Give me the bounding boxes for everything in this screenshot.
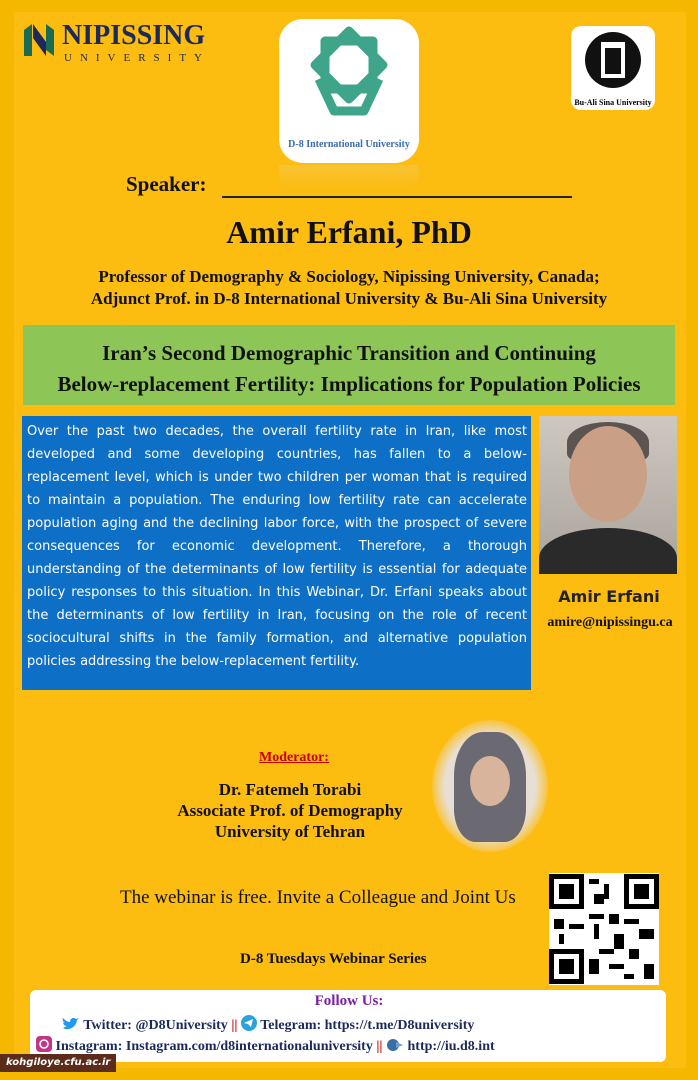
logo-reflection <box>279 165 419 189</box>
moderator-photo <box>432 720 548 852</box>
social-row-2 <box>36 1036 495 1055</box>
web-icon <box>386 1038 404 1052</box>
instagram-icon <box>36 1036 52 1052</box>
speaker-title-line2: Adjunct Prof. in D-8 International University & Bu-Ali Sina University <box>90 289 608 308</box>
moderator-affiliation: University of Tehran <box>214 822 366 841</box>
qr-code-icon <box>549 873 659 985</box>
speaker-photo <box>539 416 677 574</box>
talk-title <box>23 338 675 400</box>
d8-caption: D-8 International University <box>288 139 410 150</box>
nipissing-logo <box>22 20 208 70</box>
separator: || <box>376 1039 383 1054</box>
speaker-title-line1: Professor of Demography & Sociology, Nipissing University, Canada; <box>98 267 600 286</box>
nipissing-mark-icon <box>24 22 54 56</box>
nipissing-sub: UNIVERSITY <box>64 52 210 64</box>
speaker-email[interactable]: amire@nipissingu.ca <box>547 615 673 630</box>
moderator-info <box>150 779 430 842</box>
twitter-icon <box>62 1017 80 1031</box>
nipissing-name: NIPISSING <box>62 20 206 51</box>
bualisina-caption: Bu-Ali Sina University <box>574 98 652 107</box>
separator: || <box>231 1018 238 1033</box>
speaker-title <box>0 266 698 310</box>
invite-text: The webinar is free. Invite a Colleague and Joint Us <box>120 887 516 908</box>
telegram-icon <box>241 1015 257 1031</box>
series-name: D-8 Tuesdays Webinar Series <box>240 951 427 967</box>
follow-title: Follow Us: <box>314 993 384 1009</box>
social-row-1 <box>62 1015 474 1034</box>
speaker-name: Amir Erfani, PhD <box>226 214 472 250</box>
talk-title-line1: Iran’s Second Demographic Transition and Continuing <box>102 341 596 365</box>
talk-title-line2: Below-replacement Fertility: Implications for Population Policies <box>57 372 641 396</box>
moderator-label: Moderator: <box>259 750 329 765</box>
abstract-box <box>22 416 531 690</box>
abstract-text: Over the past two decades, the overall fertility rate in Iran, like most developed and some developing countries, has fallen to a below-replacement level, which is under two children per woman that is required to maintain a population. The enduring low fertility rate can accelerate population aging and the declining labor force, with the prospect of severe consequences for economic development. Therefore, a thorough understanding of the determinants of low fertility is essential for adequate policy responses to this situation. In this Webinar, Dr. Erfani speaks about the determinants of low fertility in Iran, focusing on the role of recent sociocultural shifts in the family formation, and alternative population policies addressing the below-replacement fertility. <box>27 424 527 669</box>
telegram-link[interactable]: Telegram: https://t.me/D8university <box>260 1018 475 1033</box>
bualisina-emblem-icon <box>571 26 655 96</box>
qr-code[interactable] <box>549 873 659 985</box>
web-link[interactable]: http://iu.d8.int <box>407 1039 495 1054</box>
moderator-name: Dr. Fatemeh Torabi <box>218 780 362 799</box>
instagram-link[interactable]: Instagram: Instagram.com/d8internationaluniversity <box>55 1039 373 1054</box>
d8-star-icon <box>279 19 419 139</box>
speaker-underline <box>222 196 572 198</box>
speaker-label: Speaker: <box>126 172 207 196</box>
twitter-link[interactable]: Twitter: @D8University <box>83 1018 228 1033</box>
site-watermark: kohgiloye.cfu.ac.ir <box>0 1054 116 1072</box>
moderator-title: Associate Prof. of Demography <box>177 801 403 820</box>
speaker-photo-name: Amir Erfani <box>558 587 660 606</box>
d8-logo <box>279 19 419 163</box>
bualisina-logo <box>571 26 655 110</box>
